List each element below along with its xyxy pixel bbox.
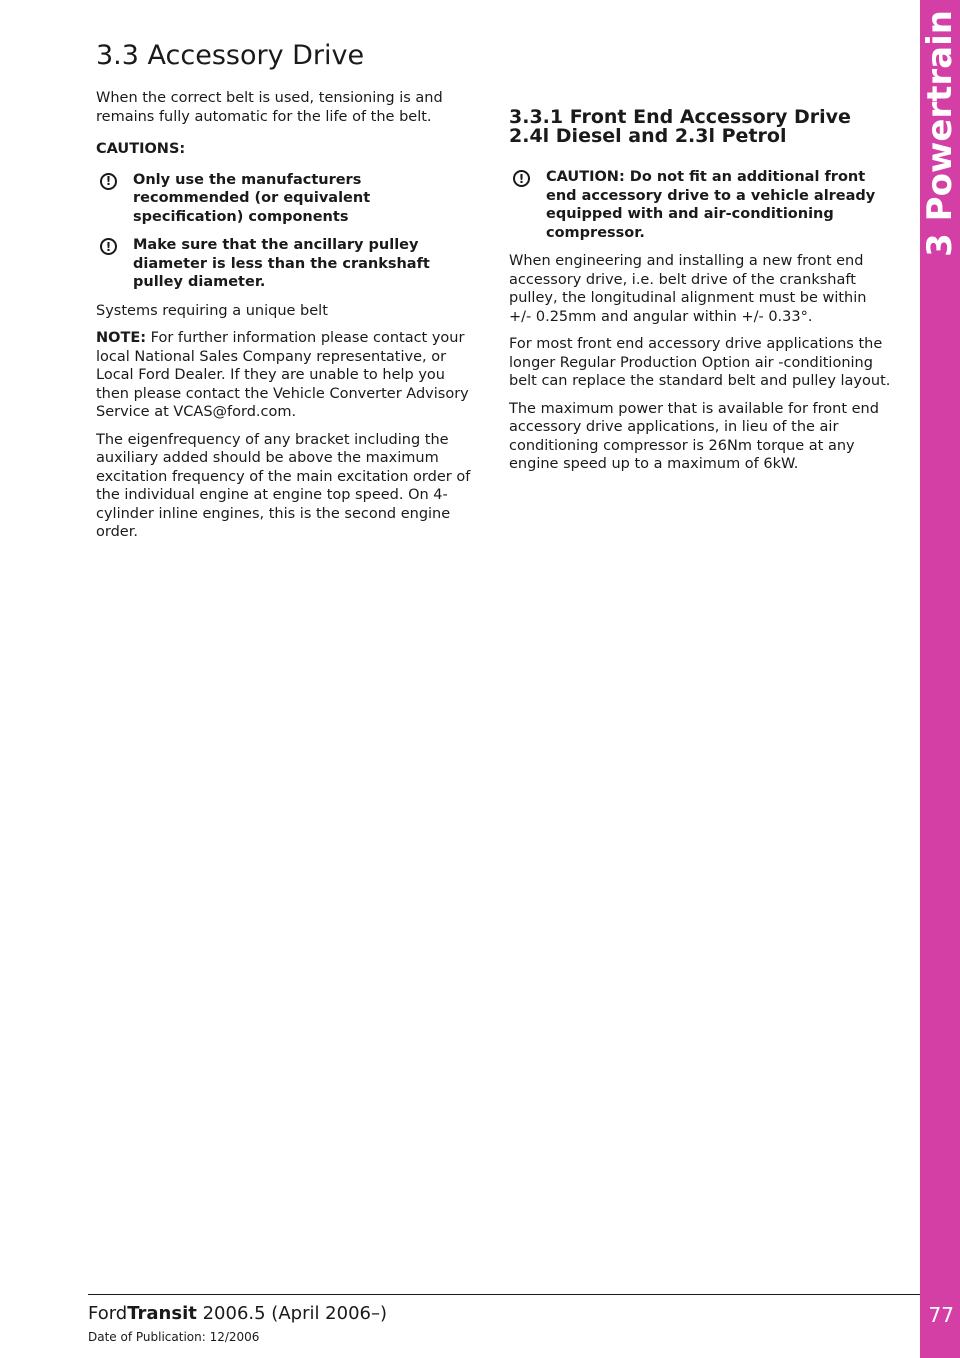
eigenfrequency-paragraph: The eigenfrequency of any bracket including the auxiliary added should be above the maximum excitation frequency of the main excitation order of the individual engine at engine top speed. On 4-cylinder inline engines, this is the second engine order. xyxy=(96,431,471,540)
caution-item xyxy=(96,171,478,227)
intro-paragraph: When the correct belt is used, tensioning is and remains fully automatic for the life of the belt. xyxy=(96,90,443,125)
caution-item xyxy=(96,236,478,292)
systems-paragraph: Systems requiring a unique belt xyxy=(96,302,328,319)
alignment-paragraph: When engineering and installing a new front end accessory drive, i.e. belt drive of the crankshaft pulley, the longitudinal alignment must be within +/- 0.25mm and angular within +/- 0.33°. xyxy=(509,253,867,325)
chapter-title: 3 Powertrain xyxy=(920,10,960,257)
warning-icon: ! xyxy=(100,173,117,190)
caution-text: Only use the manufacturers recommended (or equivalent specification) components xyxy=(133,171,371,225)
subsection-heading-line: 3.3.1 Front End Accessory Drive xyxy=(509,106,851,128)
footer-title xyxy=(88,1303,387,1324)
warning-icon: ! xyxy=(100,238,117,255)
right-column xyxy=(509,108,891,483)
subsection-heading xyxy=(509,108,891,146)
left-column xyxy=(96,89,478,551)
footer-model: Transit xyxy=(127,1303,197,1324)
caution-text: CAUTION: Do not fit an additional front end accessory drive to a vehicle already equipped with and air-conditioning compressor. xyxy=(546,169,876,241)
page-number: 77 xyxy=(928,1303,954,1327)
note-label: NOTE: xyxy=(96,330,147,346)
note-text: For further information please contact your local National Sales Company representative, or Local Ford Dealer. If they are unable to help you then please contact the Vehicle Converter Advisory Service at VCAS@ford.com. xyxy=(96,330,469,420)
footer-edition: 2006.5 (April 2006–) xyxy=(196,1303,388,1324)
footer-divider xyxy=(88,1294,920,1295)
warning-icon: ! xyxy=(513,170,530,187)
section-title: 3.3 Accessory Drive xyxy=(96,40,365,71)
footer-brand: Ford xyxy=(88,1303,128,1324)
caution-item xyxy=(509,168,891,242)
belt-paragraph: For most front end accessory drive applications the longer Regular Production Option air -conditioning belt can replace the standard belt and pulley layout. xyxy=(509,336,891,389)
power-paragraph: The maximum power that is available for front end accessory drive applications, in lieu of the air conditioning compressor is 26Nm torque at any engine speed up to a maximum of 6kW. xyxy=(509,400,879,472)
cautions-label: CAUTIONS: xyxy=(96,141,186,157)
subsection-heading-line: 2.4l Diesel and 2.3l Petrol xyxy=(509,125,787,147)
publication-date: Date of Publication: 12/2006 xyxy=(88,1330,260,1344)
note-paragraph xyxy=(96,329,478,422)
caution-text: Make sure that the ancillary pulley diameter is less than the crankshaft pulley diameter. xyxy=(133,237,430,290)
chapter-title-vertical xyxy=(920,10,960,275)
